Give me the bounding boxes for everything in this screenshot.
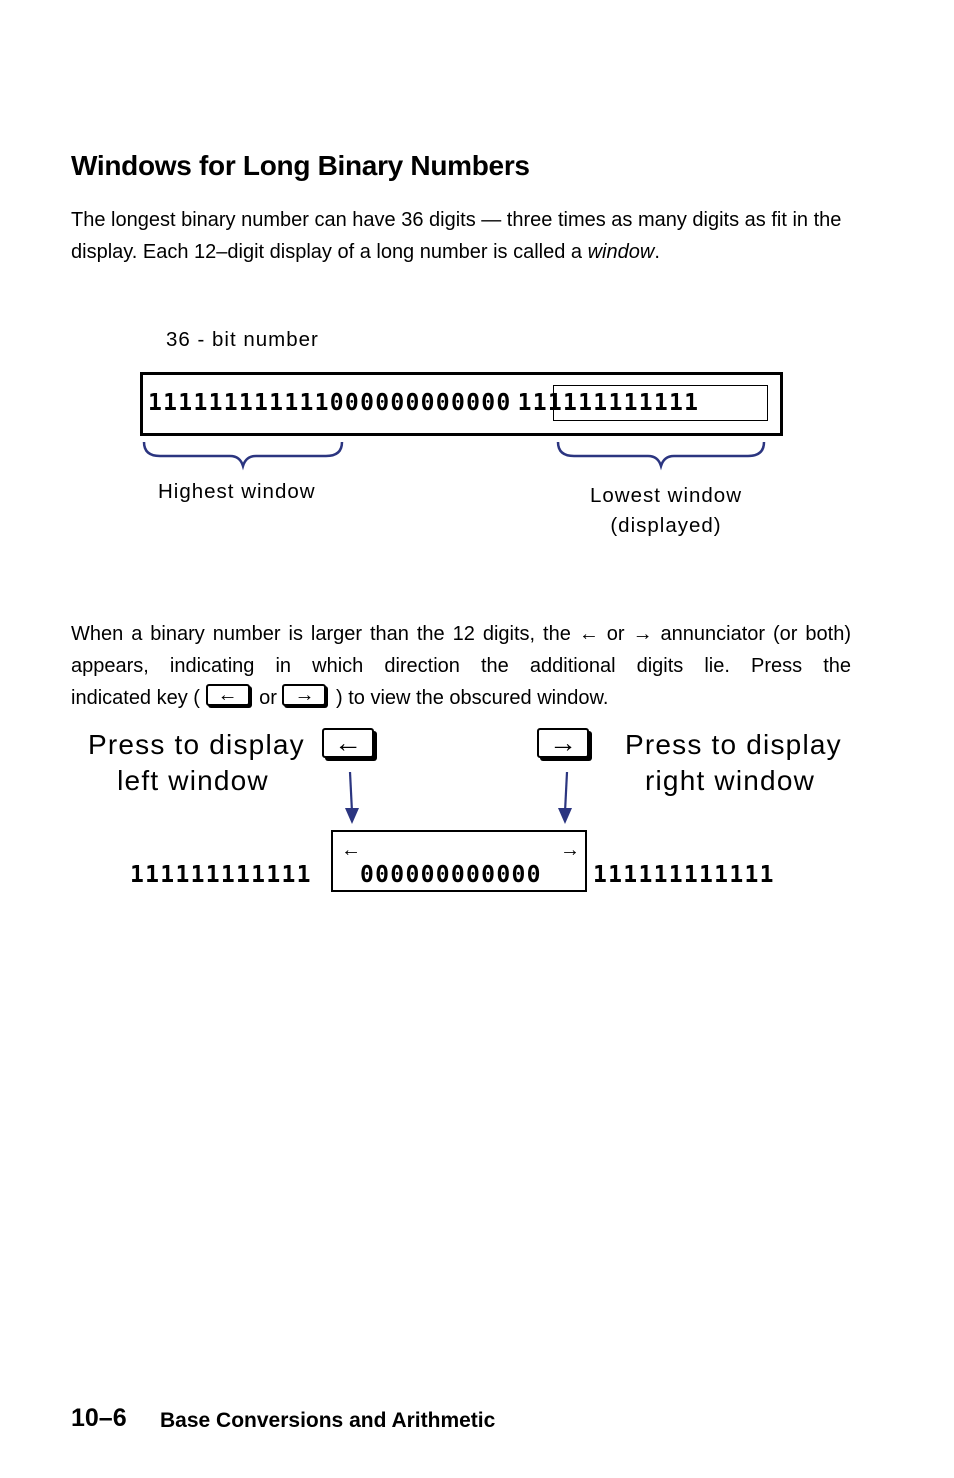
left-key-inline — [206, 684, 254, 708]
digits-highest-window: 111111111111 — [148, 390, 330, 416]
digits-lowest-window: 111111111111 — [517, 390, 700, 416]
section-heading: Windows for Long Binary Numbers — [71, 150, 530, 181]
lowest-window-label — [566, 481, 766, 541]
para2-text-2: annunciator (or both) appears, indicating in which direction the additional digits lie. Press the — [71, 623, 852, 677]
para2-text-3: indicated key ( — [71, 687, 200, 709]
left-arrow-key-icon[interactable]: ← — [322, 728, 374, 758]
highest-window-brace — [144, 442, 342, 466]
intro-italic-term: window — [587, 241, 655, 263]
page-number: 10–6 — [71, 1404, 127, 1432]
right-pointer-arrow — [558, 772, 572, 824]
right-caption-line1: Press to display — [625, 729, 842, 760]
left-hidden-digits: 111111111111 — [130, 862, 312, 888]
intro-text: The longest binary number can have 36 digits — three times as many digits as fit in the display. Each 12–digit display of a long number is called a — [71, 209, 842, 263]
right-caption-line2: right window — [644, 765, 816, 796]
diagram-caption: 36 - bit number — [166, 328, 319, 351]
lowest-window-label-line2: (displayed) — [610, 514, 722, 537]
intro-paragraph — [71, 204, 851, 268]
left-arrow-key-icon: ← — [206, 684, 250, 706]
lowest-window-label-line1: Lowest window — [589, 484, 742, 507]
highest-window-label: Highest window — [158, 480, 316, 503]
right-key-inline — [282, 684, 330, 708]
para2-last-line — [71, 682, 851, 714]
left-caption-line2: left window — [117, 765, 269, 796]
annunciator-paragraph — [71, 618, 851, 714]
left-caption-line1: Press to display — [88, 729, 305, 760]
right-window-caption — [625, 727, 842, 799]
lowest-window-brace — [558, 442, 764, 466]
para2-or-2: or — [259, 687, 277, 709]
para2-or-1: or — [606, 623, 625, 645]
bit-number-digits — [148, 390, 699, 416]
right-annunciator-icon: → — [632, 623, 653, 645]
left-annunciator-icon: ← — [578, 623, 599, 645]
para2-text-4: ) to view the obscured window. — [336, 687, 609, 709]
brace-graphics — [140, 440, 780, 474]
left-window-caption — [88, 727, 305, 799]
left-annunciator-icon: ← — [341, 839, 361, 861]
intro-text-end: . — [654, 241, 660, 263]
pointer-arrows — [330, 768, 590, 828]
left-pointer-arrow — [345, 772, 359, 824]
para2-text-1: When a binary number is larger than the 12 digits, the — [71, 623, 571, 645]
display-digits: 000000000000 — [360, 862, 542, 888]
right-arrow-key-icon[interactable]: → — [537, 728, 589, 758]
right-hidden-digits: 111111111111 — [593, 862, 775, 888]
right-annunciator-icon: → — [560, 839, 580, 861]
chapter-title: Base Conversions and Arithmetic — [160, 1409, 496, 1432]
digits-middle-window: 000000000000 — [329, 390, 512, 416]
right-arrow-key-icon: → — [282, 684, 326, 706]
